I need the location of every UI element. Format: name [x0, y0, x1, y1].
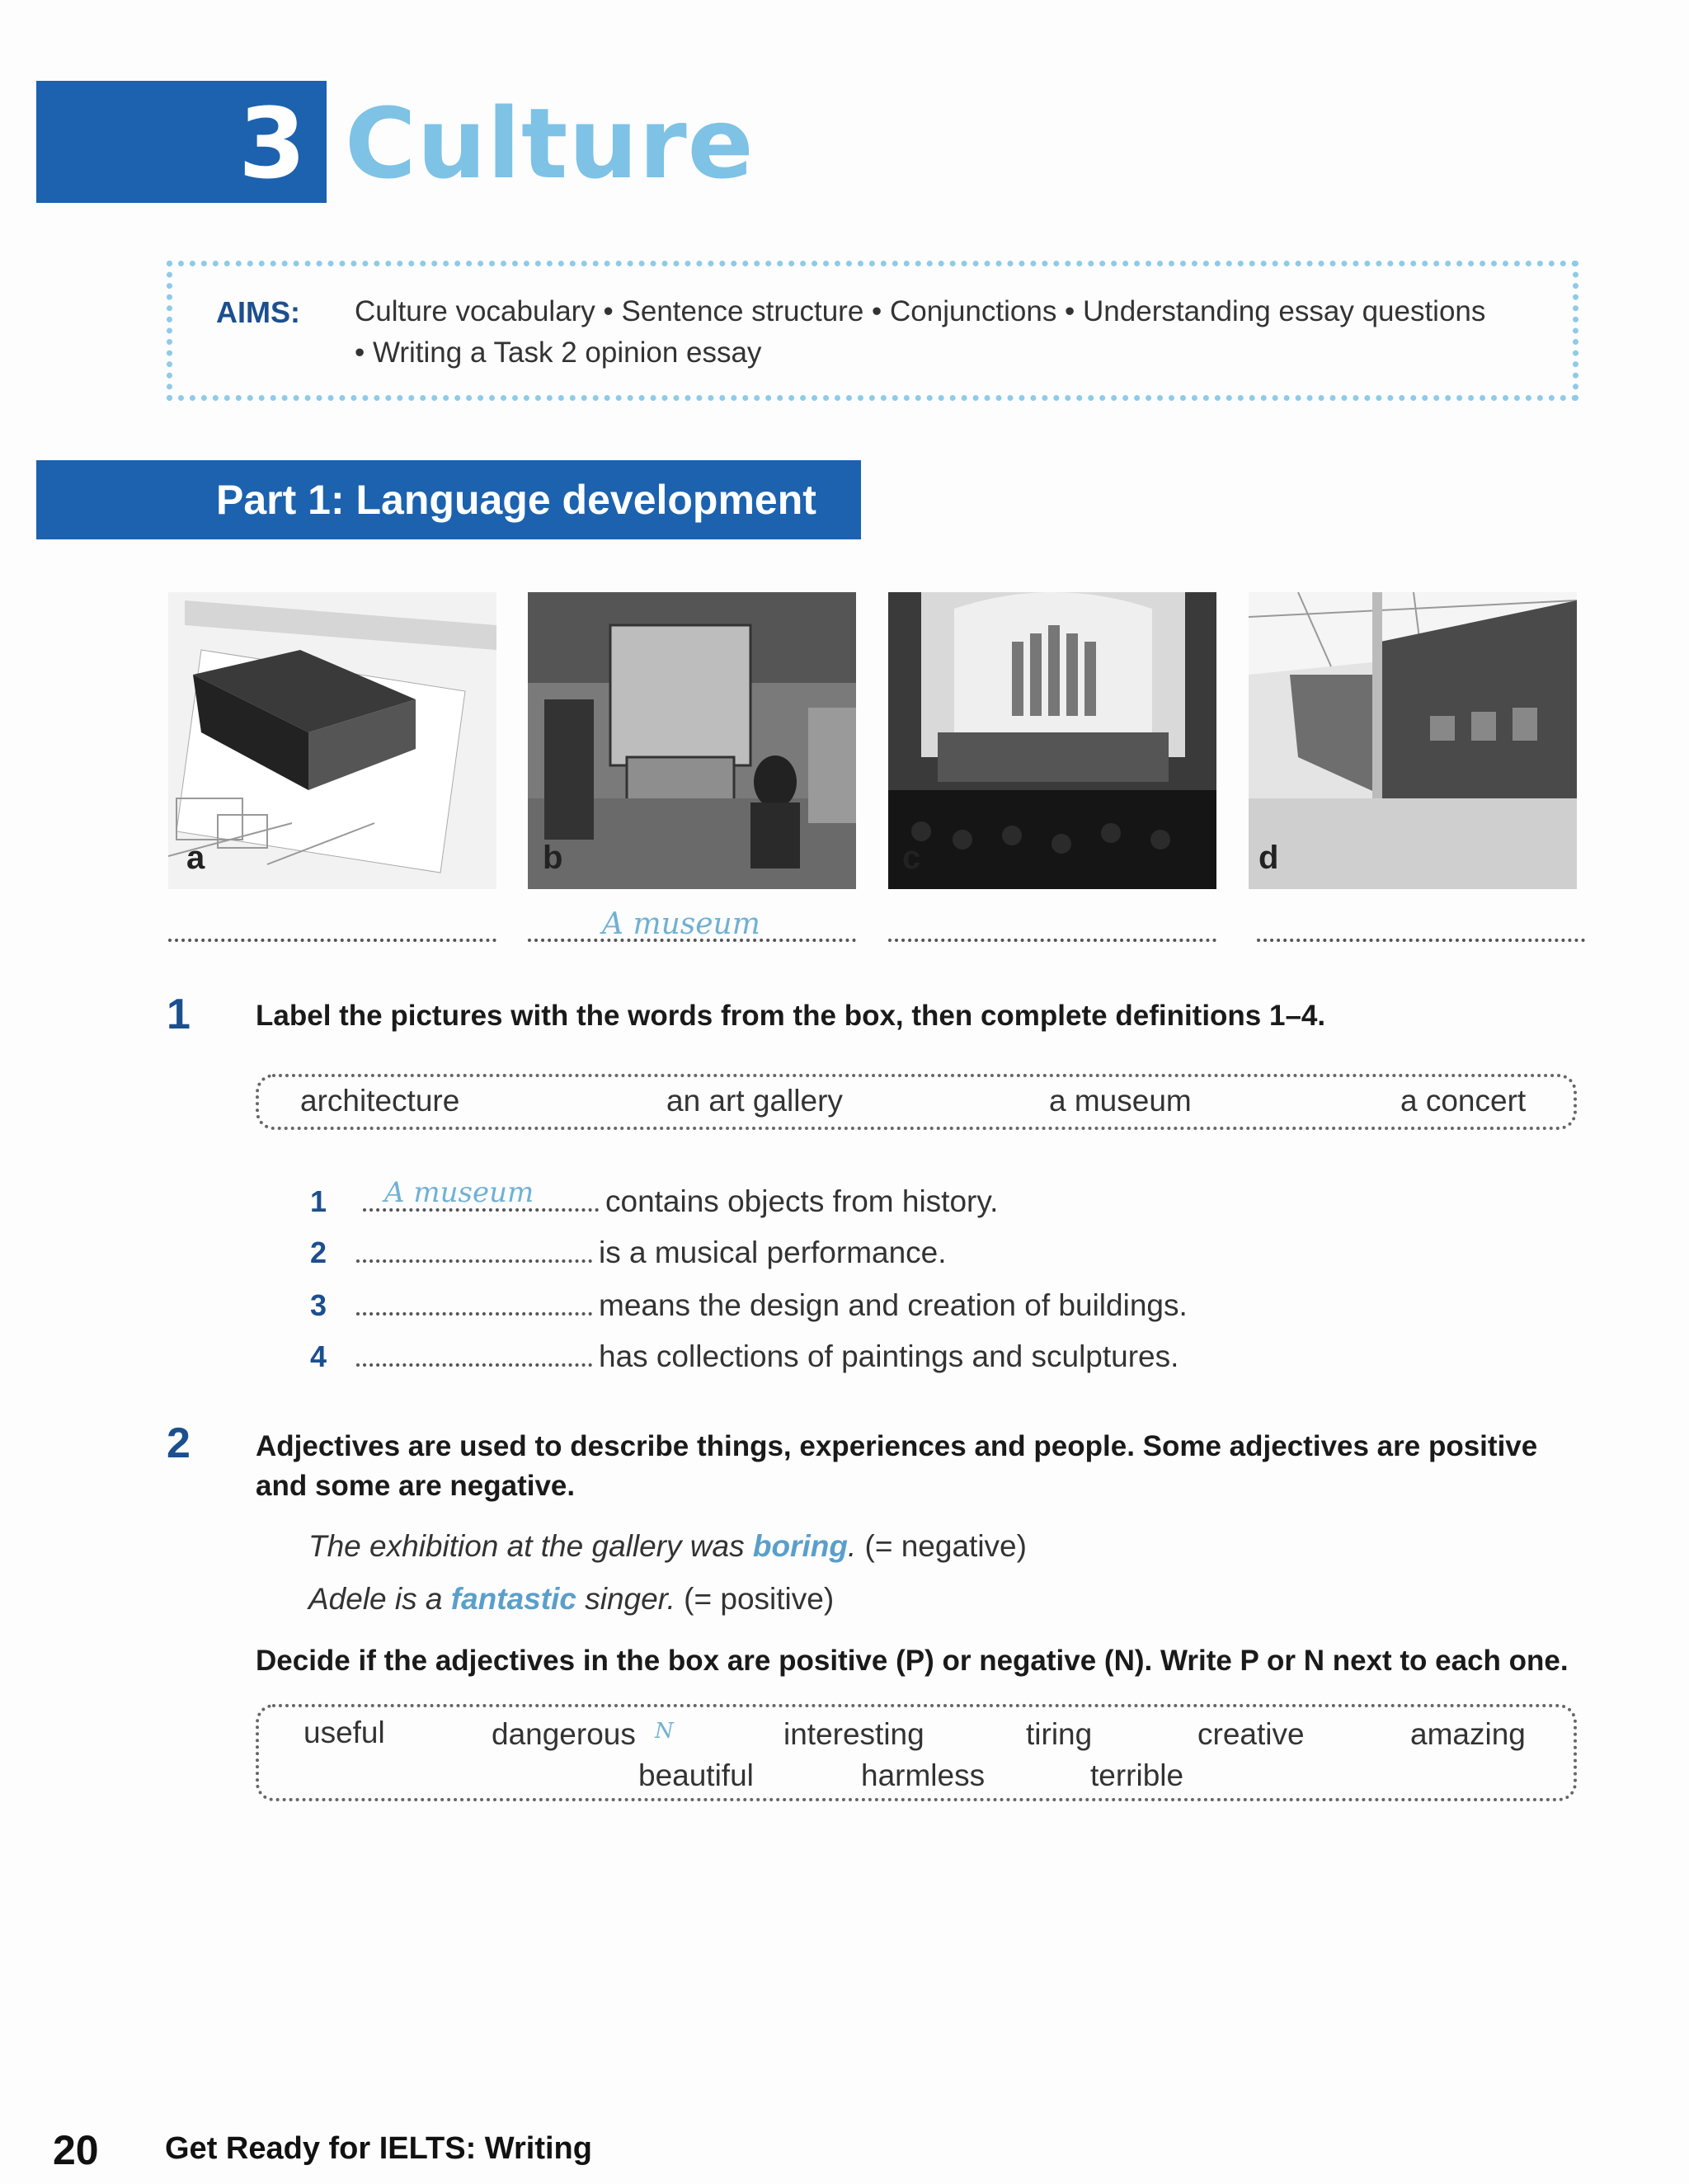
photo-concert [888, 592, 1216, 889]
example-sentence-2 [308, 1582, 834, 1617]
example-note: (= positive) [675, 1582, 835, 1616]
definition-text: is a musical performance. [599, 1236, 947, 1269]
word-box-item: architecture [300, 1084, 460, 1118]
example-note: (= negative) [856, 1529, 1027, 1563]
example-text: Adele is a [308, 1582, 451, 1616]
definition-number: 2 [310, 1236, 327, 1269]
definition-text: means the design and creation of buildings. [599, 1288, 1188, 1322]
example-sentence-1 [308, 1529, 1027, 1564]
photo-label-b: b [543, 840, 563, 876]
aims-text-line1: Culture vocabulary • Sentence structure • Conjunctions • Understanding essay questions [355, 295, 1486, 327]
definition-answer-line[interactable] [356, 1236, 592, 1263]
aims-box [167, 261, 1578, 401]
definition-text: has collections of paintings and sculptures. [599, 1339, 1179, 1373]
photo-gallery [1249, 592, 1577, 889]
definition-row [356, 1339, 1179, 1374]
aims-label: AIMS: [216, 295, 300, 329]
definition-text: contains objects from history. [605, 1184, 999, 1218]
adjective-item: creative [1197, 1717, 1305, 1751]
adjective-item: harmless [861, 1758, 986, 1792]
exercise-2-number: 2 [167, 1419, 191, 1467]
definition-number: 1 [310, 1184, 327, 1218]
exercise-2-intro-line1: Adjectives are used to describe things, experiences and people. Some adjectives are positive [256, 1430, 1538, 1462]
example-text: . [847, 1529, 857, 1563]
photo-label-a: a [186, 840, 205, 876]
picture-answer-line-c[interactable] [888, 939, 1216, 942]
example-highlight: boring [752, 1529, 848, 1563]
definition-row [356, 1288, 1188, 1323]
word-box-item: a museum [1049, 1084, 1192, 1118]
picture-answer-b: A museum [602, 907, 760, 941]
picture-answer-line-a[interactable] [168, 939, 496, 942]
definition-number: 3 [310, 1288, 327, 1322]
definition-answer-line[interactable] [356, 1340, 592, 1367]
exercise-2-instruction: Decide if the adjectives in the box are positive (P) or negative (N). Write P or N next to each one. [256, 1645, 1569, 1677]
adjective-item: amazing [1410, 1717, 1526, 1751]
definition-answer-1: A museum [384, 1176, 534, 1209]
example-highlight: fantastic [450, 1582, 576, 1616]
exercise-1-number: 1 [167, 991, 191, 1038]
book-title: Get Ready for IELTS: Writing [165, 2131, 592, 2166]
definition-number: 4 [310, 1339, 327, 1373]
definition-row [356, 1236, 947, 1270]
adjective-item: interesting [783, 1717, 924, 1751]
photo-museum [528, 592, 856, 889]
picture-answer-line-d[interactable] [1257, 939, 1585, 942]
adjective-item: useful [303, 1716, 385, 1749]
definition-answer-line[interactable] [356, 1289, 592, 1316]
adjective-item: terrible [1090, 1758, 1184, 1792]
example-text: singer. [576, 1582, 675, 1616]
photo-architecture [168, 592, 496, 889]
photo-label-d: d [1259, 840, 1279, 876]
exercise-2-intro-line2: and some are negative. [256, 1470, 576, 1502]
adjective-item: tiring [1026, 1717, 1093, 1751]
word-box-item: a concert [1400, 1084, 1527, 1118]
photo-label-c: c [902, 840, 921, 876]
exercise-1-instruction: Label the pictures with the words from the box, then complete definitions 1–4. [256, 1000, 1326, 1032]
example-text: The exhibition at the gallery was [308, 1529, 753, 1563]
chapter-title: Culture [345, 87, 755, 200]
aims-text-line2: • Writing a Task 2 opinion essay [355, 337, 762, 369]
page-number: 20 [53, 2127, 99, 2173]
chapter-number: 3 [238, 87, 307, 200]
adjective-item: beautiful [638, 1758, 754, 1792]
adjective-answer-mark: N [655, 1719, 674, 1744]
word-box-item: an art gallery [666, 1084, 843, 1118]
adjective-item: dangerous [492, 1717, 636, 1751]
part-title: Part 1: Language development [216, 477, 816, 523]
